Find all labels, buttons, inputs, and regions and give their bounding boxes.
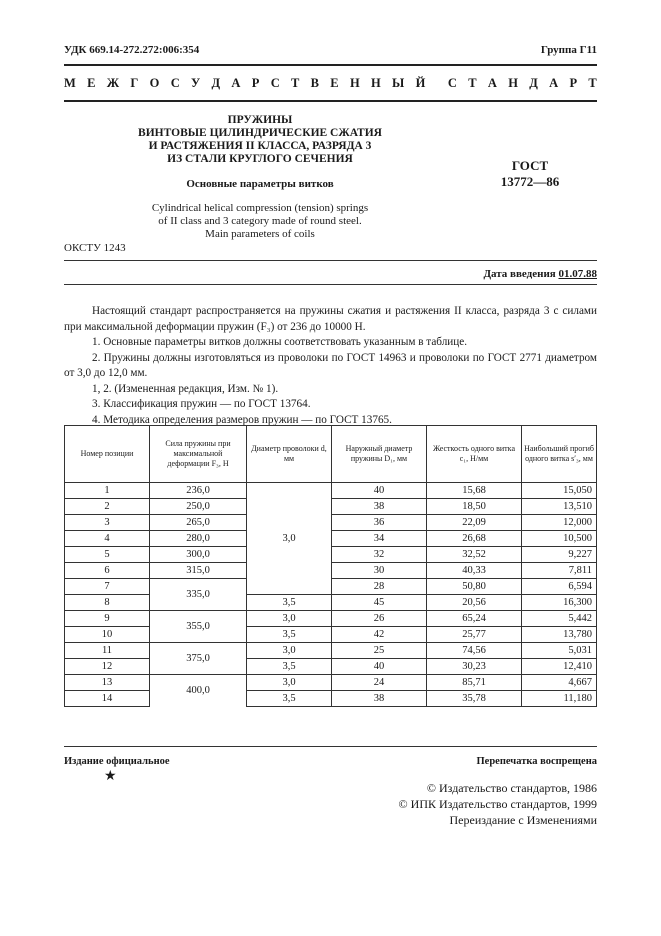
title-line: ВИНТОВЫЕ ЦИЛИНДРИЧЕСКИЕ СЖАТИЯ (138, 127, 382, 139)
banner-letter: Е (330, 76, 339, 90)
paragraph: 2. Пружины должны изготовляться из проволоки по ГОСТ 14963 и проволоки по ГОСТ 2771 диаметром от 3,0 до 12,0 мм. (64, 351, 597, 379)
title-line: ИЗ СТАЛИ КРУГЛОГО СЕЧЕНИЯ (167, 153, 353, 165)
cell-position: 3 (65, 515, 150, 531)
cell-position: 14 (65, 691, 150, 707)
cell-outer-diameter: 42 (332, 627, 427, 643)
introduction-date (483, 268, 597, 280)
banner-letter: Н (508, 76, 518, 90)
cell-position: 12 (65, 659, 150, 675)
cell-force: 300,0 (150, 547, 247, 563)
cell-outer-diameter: 24 (332, 675, 427, 691)
cell-deflection: 12,000 (522, 515, 597, 531)
okstu-rule (64, 260, 597, 261)
cell-position: 10 (65, 627, 150, 643)
cell-stiffness: 20,56 (427, 595, 522, 611)
cell-stiffness: 74,56 (427, 643, 522, 659)
cell-stiffness: 25,77 (427, 627, 522, 643)
english-title-line: Main parameters of coils (205, 228, 315, 240)
cell-stiffness: 18,50 (427, 499, 522, 515)
cell-outer-diameter: 45 (332, 595, 427, 611)
footer-rule (64, 746, 597, 747)
cell-stiffness: 85,71 (427, 675, 522, 691)
col-max-deflection: Наибольший прогиб одного витка s′₃, мм (522, 426, 597, 483)
gost-label: ГОСТ (511, 158, 549, 173)
banner-letter: С (447, 76, 457, 90)
cell-deflection: 10,500 (522, 531, 597, 547)
banner-letter: Д (211, 76, 221, 90)
banner-letter: О (149, 76, 160, 90)
cell-position: 11 (65, 643, 150, 659)
banner-letter: Н (349, 76, 360, 90)
cell-wire-diameter: 3,0 (247, 675, 332, 691)
cell-position: 5 (65, 547, 150, 563)
table-row (65, 627, 597, 643)
cell-stiffness: 22,09 (427, 515, 522, 531)
banner-letter: Ж (106, 76, 120, 90)
cell-stiffness: 50,80 (427, 579, 522, 595)
cell-wire-diameter: 3,5 (247, 627, 332, 643)
cell-deflection: 11,180 (522, 691, 597, 707)
banner-letter: Д (529, 76, 538, 90)
cell-outer-diameter: 38 (332, 499, 427, 515)
banner-letter: М (64, 76, 76, 90)
cell-deflection: 5,031 (522, 643, 597, 659)
gost-number-block (470, 158, 590, 190)
publisher-line: © Издательство стандартов, 1986 (426, 781, 597, 795)
cell-deflection: 9,227 (522, 547, 597, 563)
cell-outer-diameter: 25 (332, 643, 427, 659)
table-row (65, 643, 597, 659)
cell-stiffness: 15,68 (427, 483, 522, 499)
standard-body-text (64, 304, 597, 428)
cell-force: 265,0 (150, 515, 247, 531)
cell-outer-diameter: 32 (332, 547, 427, 563)
table-row (65, 675, 597, 691)
cell-wire-diameter: 3,0 (247, 611, 332, 627)
cell-deflection: 16,300 (522, 595, 597, 611)
publisher-info (399, 780, 597, 828)
col-position-number: Номер позиции (65, 426, 150, 483)
cell-stiffness: 30,23 (427, 659, 522, 675)
cell-position: 7 (65, 579, 150, 595)
english-title-line: Cylindrical helical compression (tension) springs (151, 202, 369, 214)
col-wire-diameter: Диаметр проволоки d, мм (247, 426, 332, 483)
banner-letter: Н (370, 76, 381, 90)
cell-wire-diameter: 3,5 (247, 595, 332, 611)
banner-letter: Ы (392, 76, 405, 90)
banner-letter: У (191, 76, 201, 90)
cell-position: 2 (65, 499, 150, 515)
date-rule (64, 284, 597, 285)
table-header-row (65, 426, 597, 483)
cell-outer-diameter: 36 (332, 515, 427, 531)
col-outer-diameter: Наружный диаметр пружины D₁, мм (332, 426, 427, 483)
title-line: И РАСТЯЖЕНИЯ II КЛАССА, РАЗРЯДА 3 (148, 140, 372, 152)
cell-outer-diameter: 26 (332, 611, 427, 627)
cell-outer-diameter: 40 (332, 659, 427, 675)
banner-letter: Т (588, 76, 597, 90)
cell-force: 236,0 (150, 483, 247, 499)
cell-deflection: 15,050 (522, 483, 597, 499)
cell-deflection: 7,811 (522, 563, 597, 579)
cell-deflection: 5,442 (522, 611, 597, 627)
cell-position: 9 (65, 611, 150, 627)
cell-wire-diameter: 3,0 (247, 483, 332, 595)
banner-letter: А (549, 76, 559, 90)
cell-outer-diameter: 28 (332, 579, 427, 595)
banner-letter: С (170, 76, 180, 90)
cell-force: 375,0 (150, 643, 247, 675)
cell-position: 4 (65, 531, 150, 547)
title-line: ПРУЖИНЫ (227, 114, 293, 126)
cell-position: 1 (65, 483, 150, 499)
interstate-standard-banner (64, 76, 597, 91)
cell-position: 8 (65, 595, 150, 611)
star-icon: ★ (104, 769, 117, 784)
paragraph: Настоящий стандарт распространяется на пружины сжатия и растяжения II класса, разряда 3 с силами при максимальной деформации пружин (F₃) от 236 до 10000 Н. (64, 305, 597, 333)
cell-outer-diameter: 40 (332, 483, 427, 499)
publisher-line: © ИПК Издательство стандартов, 1999 (398, 797, 597, 811)
cell-force: 280,0 (150, 531, 247, 547)
banner-letter: С (270, 76, 280, 90)
cell-stiffness: 35,78 (427, 691, 522, 707)
cell-force: 335,0 (150, 579, 247, 611)
banner-letter: Е (87, 76, 96, 90)
okstu-code: ОКСТУ 1243 (64, 242, 126, 254)
table-row (65, 483, 597, 499)
cell-deflection: 6,594 (522, 579, 597, 595)
paragraph: 1. Основные параметры витков должны соответствовать указанным в таблице. (92, 336, 468, 348)
cell-outer-diameter: 34 (332, 531, 427, 547)
paragraph: 3. Классификация пружин — по ГОСТ 13764. (92, 398, 311, 410)
cell-stiffness: 32,52 (427, 547, 522, 563)
banner-letter: А (487, 76, 497, 90)
udk-code: УДК 669.14-272.272:006:354 (64, 44, 200, 56)
table-row (65, 691, 597, 707)
cell-position: 13 (65, 675, 150, 691)
banner-letter: А (231, 76, 241, 90)
cell-outer-diameter: 38 (332, 691, 427, 707)
cell-deflection: 13,780 (522, 627, 597, 643)
cell-position: 6 (65, 563, 150, 579)
cell-deflection: 13,510 (522, 499, 597, 515)
banner-letter: Г (130, 76, 139, 90)
gost-number: 13772—86 (500, 174, 560, 189)
cell-outer-diameter: 30 (332, 563, 427, 579)
cell-force: 250,0 (150, 499, 247, 515)
cell-wire-diameter: 3,5 (247, 659, 332, 675)
col-coil-stiffness: Жесткость одного витка c₁, Н/мм (427, 426, 522, 483)
banner-letter: Р (569, 76, 578, 90)
table-row (65, 611, 597, 627)
banner-letter: Й (415, 76, 426, 90)
english-title-line: of II class and 3 category made of round steel. (158, 215, 362, 227)
col-spring-force: Сила пружины при максимальной деформации F₃, Н (150, 426, 247, 483)
cell-stiffness: 26,68 (427, 531, 522, 547)
paragraph: 4. Методика определения размеров пружин — по ГОСТ 13765. (92, 413, 392, 426)
publisher-line: Переиздание с Изменениями (449, 813, 597, 827)
group-code: Группа Г11 (540, 44, 597, 56)
banner-letter: Т (468, 76, 477, 90)
cell-force: 315,0 (150, 563, 247, 579)
cell-stiffness: 65,24 (427, 611, 522, 627)
cell-force: 400,0 (150, 675, 247, 707)
english-title (110, 202, 410, 241)
coil-parameters-table (64, 425, 597, 707)
cell-deflection: 4,667 (522, 675, 597, 691)
cell-stiffness: 40,33 (427, 563, 522, 579)
banner-letter: В (310, 76, 319, 90)
document-subtitle: Основные параметры витков (186, 178, 334, 190)
official-edition: Издание официальное (64, 756, 170, 767)
table-row (65, 659, 597, 675)
document-title (110, 114, 410, 166)
banner-letter: Т (291, 76, 300, 90)
date-label: Дата введения (483, 268, 556, 280)
table-row (65, 595, 597, 611)
paragraph: 1, 2. (Измененная редакция, Изм. № 1). (92, 382, 279, 395)
cell-wire-diameter: 3,5 (247, 691, 332, 707)
cell-deflection: 12,410 (522, 659, 597, 675)
date-value: 01.07.88 (558, 268, 597, 280)
top-rule (64, 64, 597, 66)
cell-wire-diameter: 3,0 (247, 643, 332, 659)
banner-letter: Р (251, 76, 260, 90)
cell-force: 355,0 (150, 611, 247, 643)
reprint-prohibited: Перепечатка воспрещена (476, 756, 597, 767)
banner-rule (64, 100, 597, 102)
